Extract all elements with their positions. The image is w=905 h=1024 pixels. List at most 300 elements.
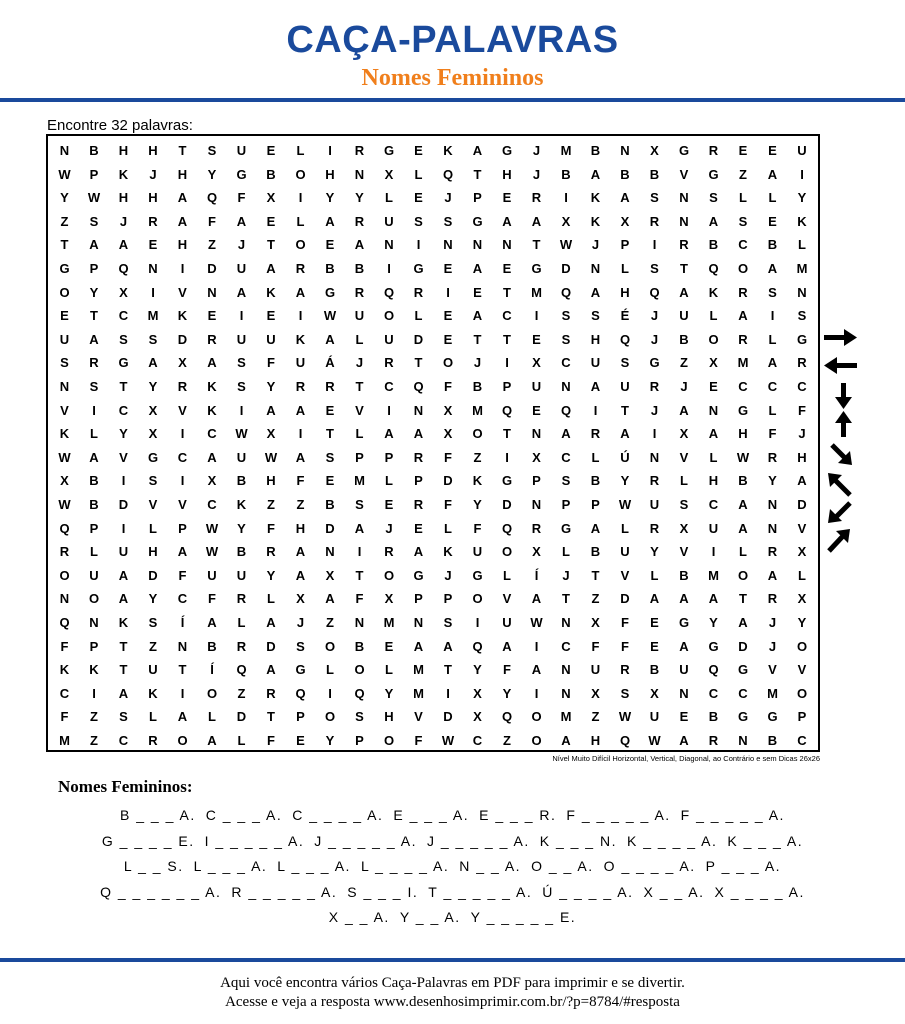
grid-letter: L — [768, 402, 777, 418]
grid-letter: H — [708, 473, 719, 489]
grid-letter: B — [207, 638, 217, 654]
arrow-up-icon — [835, 411, 852, 437]
grid-letter: V — [60, 402, 69, 418]
grid-letter: L — [149, 709, 157, 725]
grid-letter: P — [384, 449, 394, 465]
grid-letter: K — [590, 213, 601, 229]
grid-letter: S — [443, 213, 453, 229]
grid-letter: P — [473, 190, 482, 206]
grid-letter: T — [267, 709, 275, 725]
grid-letter: W — [323, 308, 337, 324]
grid-letter: E — [738, 143, 748, 158]
grid-letter: B — [649, 166, 660, 182]
grid-letter: J — [650, 402, 659, 418]
grid-letter: X — [591, 615, 600, 630]
grid-letter: L — [650, 567, 659, 583]
grid-letter: X — [650, 685, 659, 701]
grid-letter: D — [797, 497, 807, 512]
grid-letter: A — [295, 567, 306, 583]
grid-letter: G — [324, 284, 336, 300]
grid-letter: H — [148, 544, 158, 560]
grid-letter: H — [177, 237, 188, 253]
grid-letter: O — [442, 355, 454, 371]
grid-letter: E — [414, 190, 423, 206]
grid-letter: I — [534, 638, 539, 654]
page-title: CAÇA-PALAVRAS — [286, 19, 619, 61]
grid-letter: L — [385, 473, 393, 489]
grid-letter: A — [679, 733, 689, 748]
grid-letter: G — [383, 143, 395, 158]
grid-letter: I — [92, 685, 96, 701]
grid-letter: A — [708, 213, 719, 229]
grid-letter: P — [355, 733, 364, 748]
grid-letter: L — [798, 567, 806, 583]
grid-letter: C — [472, 733, 483, 748]
grid-letter: S — [797, 308, 807, 324]
grid-letter: L — [709, 308, 718, 324]
grid-letter: I — [121, 473, 126, 489]
word-clue: J _ _ _ _ _ A. — [314, 832, 417, 849]
grid-letter: P — [797, 709, 807, 725]
grid-letter: T — [267, 237, 275, 253]
grid-letter: J — [768, 615, 777, 630]
grid-letter: Z — [591, 709, 600, 725]
grid-letter: R — [679, 237, 689, 253]
grid-letter: A — [472, 261, 483, 276]
grid-letter: E — [60, 308, 69, 324]
arrow-up-left-icon — [828, 473, 850, 495]
grid-letter: Y — [148, 591, 158, 607]
grid-letter: Z — [473, 449, 482, 465]
grid-letter: E — [207, 308, 217, 324]
grid-letter: D — [502, 497, 512, 512]
grid-letter: S — [561, 473, 571, 489]
grid-letter: T — [503, 284, 511, 300]
arrow-right-icon — [824, 329, 857, 346]
grid-letter: R — [295, 379, 306, 394]
grid-letter: N — [502, 237, 512, 253]
grid-letter: I — [652, 426, 657, 442]
grid-letter: M — [354, 473, 365, 489]
grid-letter: U — [89, 567, 99, 583]
grid-letter: A — [207, 449, 217, 465]
grid-letter: R — [531, 190, 542, 206]
grid-letter: X — [443, 402, 453, 418]
grid-letter: X — [148, 402, 158, 418]
grid-letter: O — [531, 733, 542, 748]
grid-letter: Y — [148, 379, 158, 394]
grid-letter: G — [147, 449, 159, 465]
grid-letter: D — [620, 591, 630, 607]
grid-letter: Q — [619, 331, 631, 347]
grid-letter: W — [441, 733, 455, 748]
top-divider — [0, 98, 905, 102]
grid-letter: W — [58, 449, 71, 465]
grid-letter: L — [562, 544, 570, 560]
grid-letter: C — [708, 685, 719, 701]
grid-letter: I — [298, 426, 303, 442]
grid-letter: M — [767, 685, 778, 701]
grid-letter: S — [119, 331, 128, 347]
grid-letter: A — [177, 190, 188, 206]
grid-letter: M — [560, 143, 572, 158]
grid-letter: J — [562, 567, 570, 583]
grid-letter: S — [89, 213, 99, 229]
grid-letter: O — [59, 567, 70, 583]
grid-letter: Y — [502, 685, 512, 701]
word-search-grid — [46, 134, 820, 752]
grid-letter: G — [59, 261, 70, 276]
grid-letter: U — [679, 308, 689, 324]
grid-letter: C — [738, 379, 748, 394]
grid-letter: G — [678, 143, 690, 158]
grid-letter: S — [738, 213, 748, 229]
grid-letter: C — [118, 402, 129, 418]
grid-letter: Q — [560, 284, 572, 300]
grid-letter: L — [296, 143, 305, 158]
grid-letter: R — [384, 544, 394, 560]
grid-letter: X — [797, 591, 807, 607]
grid-letter: R — [236, 638, 247, 654]
grid-letter: T — [503, 426, 511, 442]
grid-letter: M — [737, 355, 749, 371]
grid-letter: A — [531, 662, 542, 678]
grid-letter: J — [650, 308, 659, 324]
grid-letter: A — [266, 615, 276, 630]
grid-letter: Ú — [620, 449, 630, 465]
grid-letter: E — [296, 733, 305, 748]
grid-letter: A — [767, 355, 778, 371]
grid-letter: K — [177, 308, 188, 324]
grid-letter: D — [236, 709, 247, 725]
grid-letter: K — [118, 166, 129, 182]
grid-row — [48, 729, 822, 753]
grid-letter: F — [503, 662, 511, 678]
grid-letter: Z — [149, 638, 157, 654]
word-list-line — [0, 829, 905, 855]
grid-letter: T — [119, 379, 128, 394]
grid-letter: V — [797, 662, 807, 678]
grid-letter: K — [207, 379, 217, 394]
grid-letter: J — [798, 426, 806, 442]
grid-letter: X — [266, 426, 276, 442]
grid-letter: L — [798, 237, 806, 253]
grid-letter: A — [177, 709, 188, 725]
grid-letter: W — [530, 615, 543, 630]
grid-letter: X — [443, 426, 453, 442]
grid-letter: Q — [295, 685, 306, 701]
grid-letter: L — [385, 662, 393, 678]
grid-letter: C — [177, 591, 188, 607]
grid-letter: I — [121, 520, 126, 536]
grid-letter: I — [180, 685, 185, 701]
grid-letter: F — [208, 591, 216, 607]
grid-letter: O — [383, 567, 395, 583]
grid-letter: A — [561, 426, 571, 442]
grid-letter: Y — [650, 544, 659, 560]
grid-letter: G — [560, 520, 572, 536]
grid-letter: L — [591, 449, 600, 465]
grid-letter: C — [118, 308, 129, 324]
grid-letter: G — [295, 662, 306, 678]
grid-letter: B — [325, 497, 335, 512]
grid-letter: K — [207, 402, 217, 418]
grid-letter: A — [443, 638, 453, 654]
grid-letter: Y — [797, 190, 807, 206]
grid-letter: A — [502, 638, 512, 654]
grid-letter: T — [739, 591, 747, 607]
grid-letter: O — [501, 544, 513, 560]
grid-letter: N — [325, 544, 335, 560]
grid-letter: I — [387, 402, 391, 418]
grid-letter: R — [59, 544, 70, 560]
grid-letter: F — [267, 520, 275, 536]
word-clue: F _ _ _ _ _ A. — [680, 807, 785, 823]
grid-letter: B — [708, 237, 719, 253]
grid-letter: F — [621, 638, 629, 654]
grid-letter: T — [119, 638, 128, 654]
grid-letter: A — [207, 733, 217, 748]
grid-letter: A — [236, 284, 247, 300]
grid-letter: C — [207, 426, 217, 442]
grid-letter: T — [414, 355, 423, 371]
grid-letter: Y — [207, 166, 217, 182]
grid-letter: T — [562, 591, 570, 607]
grid-letter: Y — [620, 473, 630, 489]
grid-letter: B — [590, 143, 601, 158]
grid-letter: X — [532, 544, 541, 560]
grid-letter: K — [295, 331, 306, 347]
grid-letter: Q — [206, 190, 218, 206]
grid-letter: P — [178, 520, 187, 536]
grid-letter: S — [679, 497, 689, 512]
grid-letter: R — [325, 379, 335, 394]
grid-letter: I — [239, 402, 244, 418]
grid-letter: X — [178, 355, 187, 371]
grid-letter: R — [413, 284, 424, 300]
grid-letter: F — [296, 473, 305, 489]
word-list-line — [0, 905, 905, 931]
grid-letter: L — [355, 331, 364, 347]
grid-letter: R — [767, 544, 778, 560]
word-clue: C _ _ _ _ A. — [292, 807, 384, 823]
grid-letter: V — [620, 567, 630, 583]
grid-letter: S — [237, 379, 246, 394]
grid-letter: V — [679, 544, 689, 560]
grid-letter: J — [444, 567, 452, 583]
grid-letter: Í — [180, 615, 185, 630]
grid-letter: A — [325, 591, 335, 607]
grid-letter: A — [590, 166, 601, 182]
grid-row — [48, 233, 822, 257]
grid-letter: P — [414, 591, 423, 607]
grid-letter: N — [59, 591, 70, 607]
grid-letter: H — [384, 709, 394, 725]
grid-letter: I — [593, 402, 598, 418]
grid-letter: X — [561, 213, 571, 229]
grid-letter: U — [649, 709, 660, 725]
grid-letter: F — [208, 213, 216, 229]
grid-letter: A — [295, 544, 306, 560]
grid-letter: H — [797, 449, 807, 465]
grid-letter: E — [473, 284, 482, 300]
grid-letter: W — [618, 497, 632, 512]
grid-letter: A — [325, 331, 335, 347]
grid-letter: C — [177, 449, 188, 465]
grid-letter: E — [532, 331, 541, 347]
grid-letter: A — [295, 284, 306, 300]
grid-row — [48, 564, 822, 588]
grid-letter: C — [384, 379, 394, 394]
grid-letter: P — [561, 497, 571, 512]
grid-letter: M — [708, 567, 719, 583]
grid-letter: Q — [619, 733, 631, 748]
grid-letter: K — [797, 213, 807, 229]
grid-letter: D — [413, 331, 424, 347]
grid-letter: A — [531, 213, 542, 229]
grid-letter: V — [178, 284, 187, 300]
grid-letter: E — [502, 190, 512, 206]
grid-letter: X — [620, 213, 630, 229]
grid-letter: Z — [326, 615, 334, 630]
grid-letter: B — [679, 331, 689, 347]
grid-letter: B — [738, 473, 748, 489]
grid-letter: Í — [210, 662, 214, 678]
grid-letter: U — [472, 544, 483, 560]
grid-letter: W — [58, 166, 71, 182]
grid-letter: N — [620, 143, 630, 158]
grid-letter: B — [89, 497, 99, 512]
grid-letter: I — [180, 426, 185, 442]
grid-letter: A — [649, 591, 660, 607]
grid-letter: S — [237, 355, 246, 371]
word-clue: I _ _ _ _ _ A. — [204, 832, 305, 849]
grid-letter: R — [797, 355, 807, 371]
instruction-text: Encontre 32 palavras: — [47, 117, 193, 134]
grid-letter: F — [60, 709, 69, 725]
grid-letter: D — [118, 497, 129, 512]
grid-letter: O — [383, 308, 395, 324]
grid-letter: C — [561, 638, 571, 654]
grid-letter: A — [266, 261, 276, 276]
grid-letter: U — [236, 567, 247, 583]
grid-letter: K — [443, 544, 453, 560]
grid-letter: E — [325, 402, 335, 418]
grid-letter: F — [768, 426, 777, 442]
grid-letter: X — [119, 284, 128, 300]
grid-letter: M — [59, 733, 70, 748]
grid-letter: A — [767, 166, 778, 182]
grid-letter: O — [59, 284, 70, 300]
arrow-left-icon — [824, 357, 857, 374]
grid-letter: O — [383, 733, 395, 748]
word-clue: P _ _ _ A. — [705, 858, 782, 874]
grid-letter: I — [534, 685, 539, 701]
grid-letter: E — [414, 143, 423, 158]
grid-letter: K — [59, 426, 70, 442]
grid-letter: Z — [90, 709, 98, 725]
grid-letter: H — [738, 426, 748, 442]
grid-letter: O — [354, 662, 365, 678]
grid-letter: L — [503, 567, 511, 583]
word-list-line — [0, 880, 905, 906]
grid-letter: R — [207, 331, 217, 347]
grid-letter: H — [148, 143, 158, 158]
grid-letter: O — [324, 709, 336, 725]
grid-letter: R — [738, 331, 748, 347]
grid-letter: L — [768, 331, 777, 347]
grid-letter: N — [207, 284, 217, 300]
grid-letter: S — [148, 331, 158, 347]
grid-letter: M — [472, 402, 483, 418]
word-list — [0, 803, 905, 931]
grid-letter: B — [325, 261, 335, 276]
grid-letter: E — [148, 237, 158, 253]
grid-letter: A — [472, 143, 483, 158]
word-clue: B _ _ _ A. — [120, 807, 196, 823]
grid-letter: A — [295, 449, 306, 465]
grid-letter: F — [473, 520, 482, 536]
grid-letter: W — [87, 190, 101, 206]
grid-letter: A — [708, 591, 719, 607]
grid-letter: Q — [708, 261, 719, 276]
grid-letter: N — [59, 143, 70, 158]
grid-letter: U — [531, 379, 542, 394]
grid-letter: V — [768, 662, 777, 678]
grid-letter: N — [797, 284, 807, 300]
grid-letter: G — [413, 567, 424, 583]
grid-letter: F — [444, 497, 452, 512]
grid-letter: I — [328, 685, 332, 701]
grid-letter: K — [472, 473, 483, 489]
grid-letter: X — [473, 709, 482, 725]
grid-letter: L — [414, 166, 423, 182]
grid-letter: E — [650, 615, 659, 630]
grid-letter: F — [444, 449, 452, 465]
grid-letter: V — [148, 497, 158, 512]
grid-letter: G — [767, 709, 778, 725]
grid-letter: L — [768, 190, 777, 206]
grid-letter: H — [325, 166, 335, 182]
grid-letter: W — [235, 426, 248, 442]
grid-letter: O — [737, 567, 749, 583]
word-clue: N _ _ A. — [459, 858, 522, 874]
grid-letter: K — [708, 284, 719, 300]
grid-letter: S — [60, 355, 69, 371]
grid-letter: U — [236, 331, 247, 347]
grid-letter: K — [236, 497, 247, 512]
grid-letter: R — [266, 685, 276, 701]
grid-row — [48, 517, 822, 541]
grid-letter: H — [148, 190, 158, 206]
grid-letter: J — [444, 190, 452, 206]
word-clue: C _ _ _ A. — [205, 807, 283, 823]
grid-letter: Q — [236, 662, 247, 678]
grid-row — [48, 469, 822, 493]
grid-letter: I — [180, 261, 185, 276]
grid-letter: J — [680, 379, 688, 394]
grid-letter: N — [561, 615, 571, 630]
grid-letter: F — [60, 638, 69, 654]
grid-letter: A — [89, 331, 99, 347]
grid-letter: A — [413, 544, 424, 560]
grid-letter: P — [89, 638, 99, 654]
grid-letter: R — [148, 213, 158, 229]
grid-letter: A — [89, 449, 99, 465]
grid-letter: A — [118, 591, 129, 607]
grid-letter: U — [266, 331, 276, 347]
grid-letter: A — [738, 520, 748, 536]
